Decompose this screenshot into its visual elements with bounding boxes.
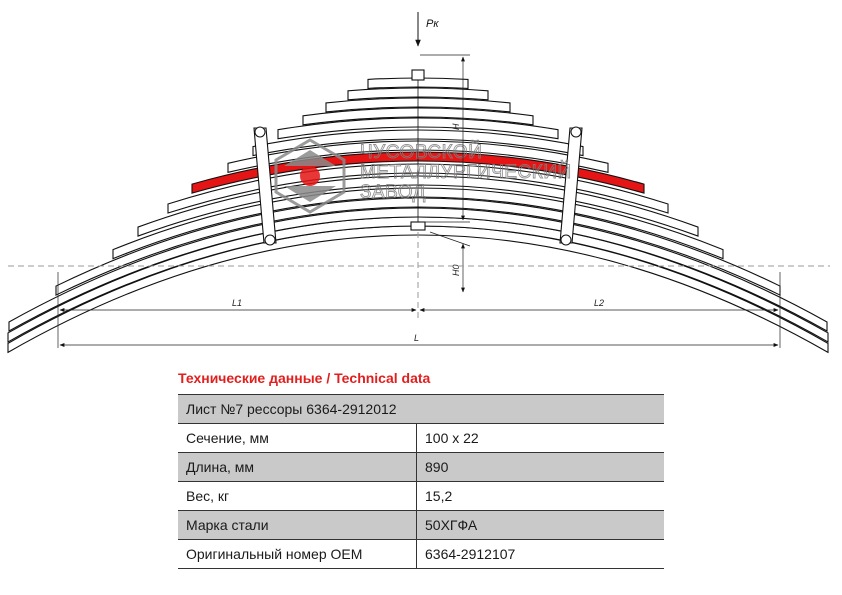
table-row bbox=[178, 540, 664, 569]
dimension-l bbox=[60, 333, 778, 345]
load-arrow bbox=[418, 12, 439, 46]
table-header-cell: Лист №7 рессоры 6364-2912012 bbox=[178, 395, 664, 424]
row-label: Оригинальный номер ОЕМ bbox=[178, 540, 417, 569]
load-label: Рк bbox=[426, 18, 439, 30]
svg-text:ЗАВОД: ЗАВОД bbox=[360, 182, 426, 203]
tech-data-title: Технические данные / Technical data bbox=[178, 370, 431, 386]
svg-text:МЕТАЛЛУРГИЧЕСКИЙ: МЕТАЛЛУРГИЧЕСКИЙ bbox=[360, 162, 572, 183]
row-value: 890 bbox=[417, 453, 665, 482]
dimension-h0 bbox=[430, 232, 470, 292]
row-label: Вес, кг bbox=[178, 482, 417, 511]
row-value: 15,2 bbox=[417, 482, 665, 511]
svg-text:L2: L2 bbox=[594, 298, 605, 308]
table-row bbox=[178, 453, 664, 482]
table-header-row bbox=[178, 395, 664, 424]
row-value: 100 х 22 bbox=[417, 424, 665, 453]
table-row bbox=[178, 424, 664, 453]
svg-text:L1: L1 bbox=[232, 298, 243, 308]
table-row bbox=[178, 482, 664, 511]
svg-text:L: L bbox=[414, 333, 420, 343]
svg-text:ЧУСОВСКОЙ: ЧУСОВСКОЙ bbox=[360, 142, 483, 163]
svg-text:H: H bbox=[451, 123, 461, 130]
table-row bbox=[178, 511, 664, 540]
row-value: 50ХГФА bbox=[417, 511, 665, 540]
row-label: Длина, мм bbox=[178, 453, 417, 482]
row-value: 6364-2912107 bbox=[417, 540, 665, 569]
tech-data-table bbox=[178, 394, 664, 569]
svg-text:H0: H0 bbox=[451, 264, 461, 276]
row-label: Сечение, мм bbox=[178, 424, 417, 453]
row-label: Марка стали bbox=[178, 511, 417, 540]
